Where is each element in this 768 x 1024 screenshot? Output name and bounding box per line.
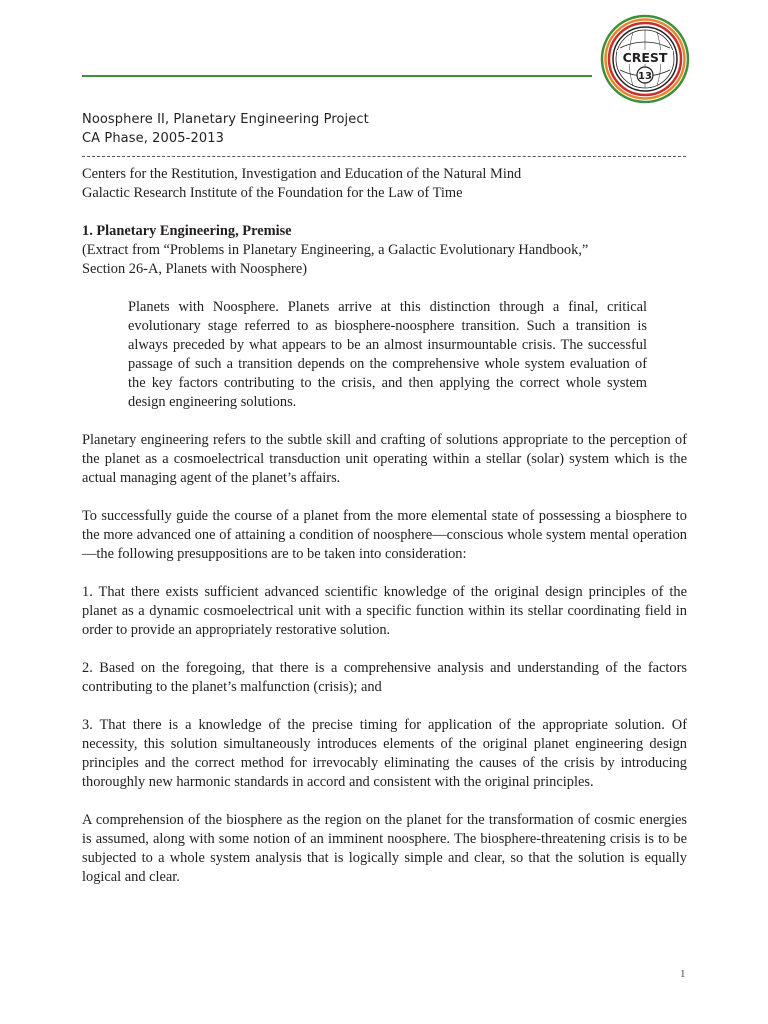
- extract-citation: [82, 241, 687, 279]
- header-divider: [82, 75, 592, 77]
- document-header: [82, 110, 369, 148]
- extract-line: (Extract from “Problems in Planetary Engineering, a Galactic Evolutionary Handbook,”: [82, 242, 589, 258]
- body-paragraph: To successfully guide the course of a planet from the more elemental state of possessing a biosphere to the more advanced one of attaining a condition of noosphere—conscious whole system mental operation—the following presuppositions are to be taken into consideration:: [82, 508, 687, 562]
- organization-name: Centers for the Restitution, Investigation and Education of the Natural Mind: [82, 166, 522, 182]
- extract-line: Section 26-A, Planets with Noosphere): [82, 261, 308, 277]
- dashed-divider: [82, 156, 686, 157]
- body-paragraph: A comprehension of the biosphere as the region on the planet for the transformation of cosmic energies is assumed, along with some notion of an imminent noosphere. The biosphere-threatening crisis is to be subjected to a whole system analysis that is logically simple and clear, so that the solution is equally logical and clear.: [82, 812, 687, 885]
- document-body: [82, 165, 687, 887]
- list-item: 3. That there is a knowledge of the precise timing for application of the appropriate solution. Of necessity, this solution simultaneously introduces elements of the original planet engineering design principles and the correct method for irrevocably eliminating the causes of the crisis by introducing thoroughly new harmonic standards in accord and consistent with the original principles.: [82, 717, 687, 790]
- section-title: 1. Planetary Engineering, Premise: [82, 223, 292, 239]
- crest-logo-graphic: [600, 14, 690, 104]
- organizations-block: [82, 165, 687, 203]
- list-item: 1. That there exists sufficient advanced scientific knowledge of the original design principles of the planet as a dynamic cosmoelectrical unit with a specific function within its stellar coordinating field in order to provide an appropriately restorative solution.: [82, 584, 687, 638]
- crest-logo-text: CREST: [622, 50, 668, 65]
- crest-logo-number: 13: [638, 71, 652, 82]
- project-phase: CA Phase, 2005-2013: [82, 131, 224, 146]
- organization-name: Galactic Research Institute of the Foundation for the Law of Time: [82, 185, 463, 201]
- body-paragraph: Planetary engineering refers to the subtle skill and crafting of solutions appropriate to the perception of the planet as a cosmoelectrical transduction unit operating within a stellar (solar) system which is the actual managing agent of the planet’s affairs.: [82, 432, 687, 486]
- crest-logo: [600, 14, 690, 104]
- page-number: 1: [680, 968, 686, 980]
- project-title: Noosphere II, Planetary Engineering Project: [82, 112, 369, 127]
- list-item: 2. Based on the foregoing, that there is a comprehensive analysis and understanding of the factors contributing to the planet’s malfunction (crisis); and: [82, 660, 687, 695]
- block-quote: Planets with Noosphere. Planets arrive at this distinction through a final, critical evolutionary stage referred to as biosphere-noosphere transition. Such a transition is always preceded by what appears to be an almost insurmountable crisis. The successful passage of such a transition depends on the comprehensive whole system evaluation of the key factors contributing to the crisis, and then applying the correct whole system design engineering solutions.: [128, 299, 647, 410]
